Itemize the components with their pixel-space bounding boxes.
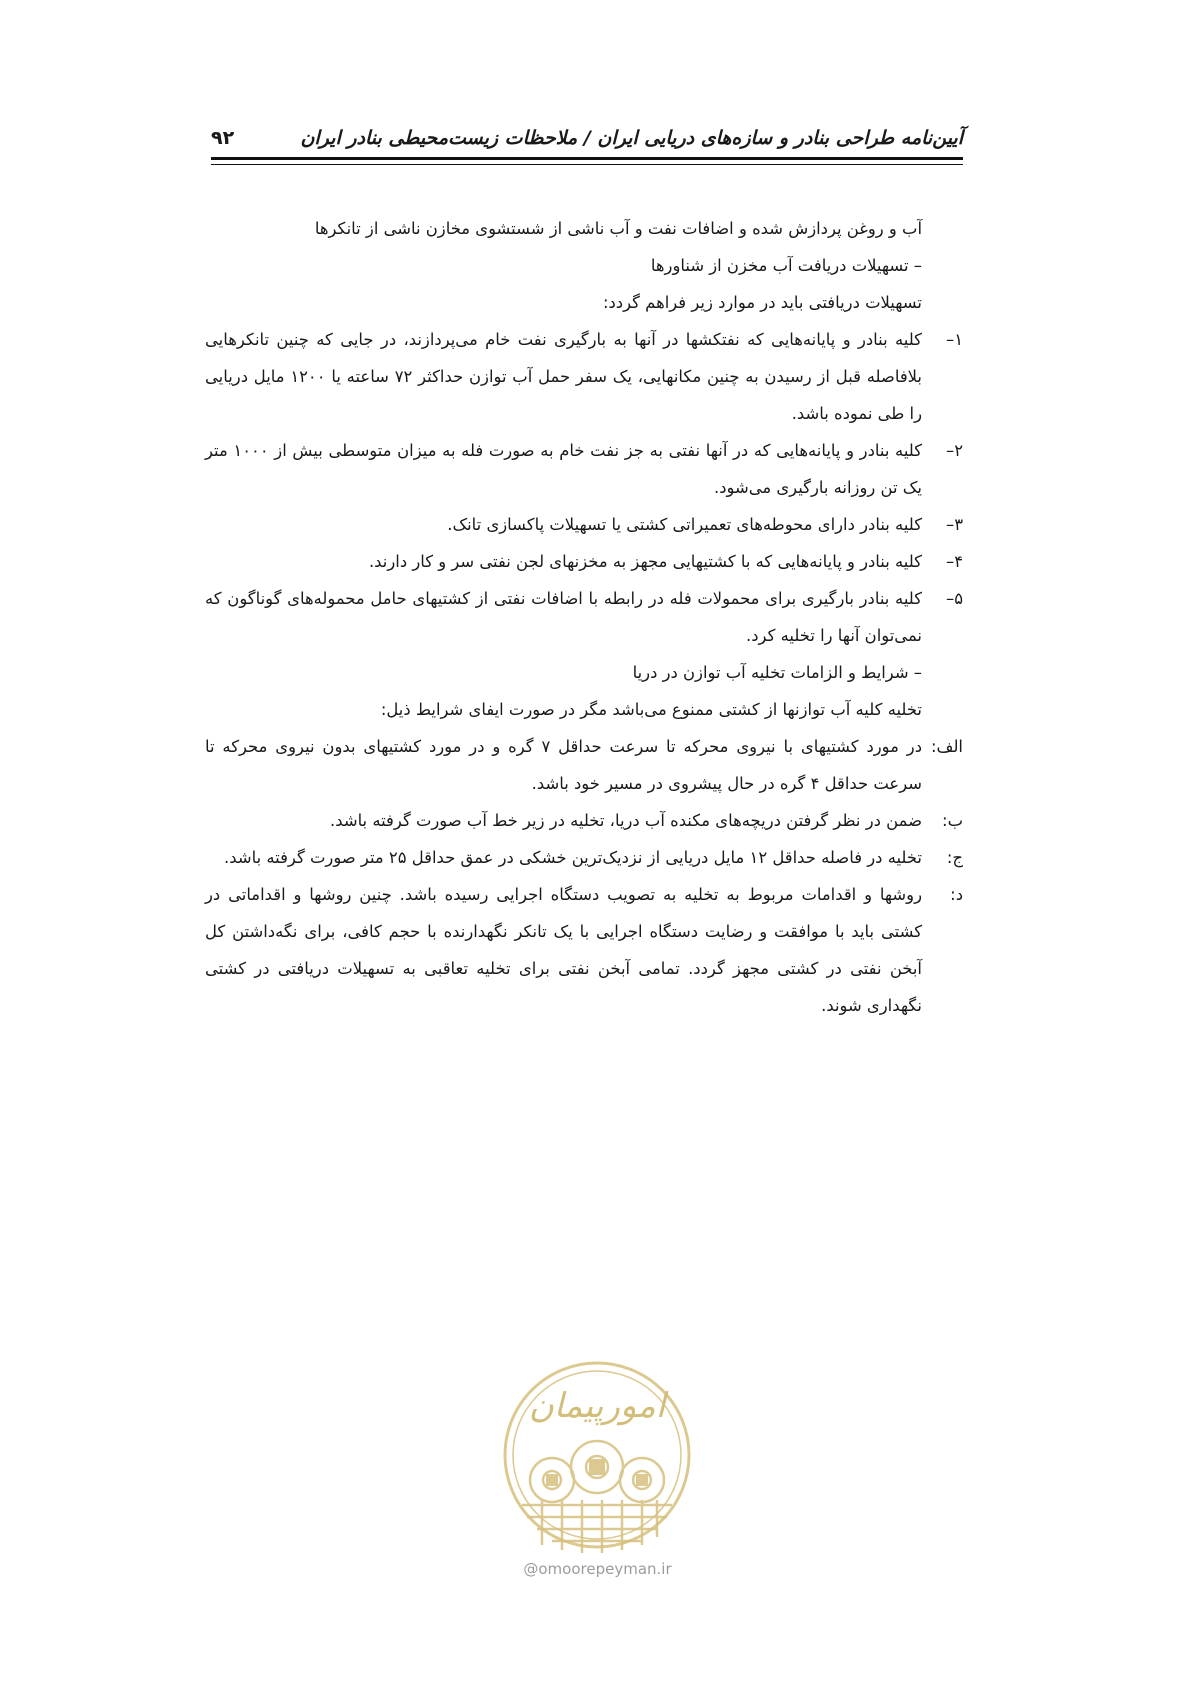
- lettered-item: [205, 728, 963, 802]
- document-body: [205, 210, 963, 1024]
- item-text: کلیه بنادر دارای محوطه‌های تعمیراتی کشتی یا تسهیلات پاکسازی تانک.: [447, 515, 922, 534]
- numbered-item: [205, 580, 963, 654]
- item-marker: د:: [950, 885, 963, 904]
- facilities-intro: تسهیلات دریافتی باید در موارد زیر فراهم گردد:: [602, 293, 922, 312]
- item-marker: ۱–: [945, 330, 963, 349]
- item-marker: ب:: [942, 811, 963, 830]
- heading-ballast: – شرایط و الزامات تخلیه آب توازن در دریا: [632, 663, 922, 682]
- numbered-item: [205, 321, 963, 432]
- watermark-url-text: omoorepeyman.ir: [538, 1560, 672, 1578]
- item-marker: ۵–: [945, 589, 963, 608]
- watermark-url: [500, 1560, 695, 1578]
- item-marker: ۴–: [945, 552, 963, 571]
- item-text: کلیه بنادر و پایانه‌هایی که با کشتیهایی مجهز به مخزنهای لجن نفتی سر و کار دارند.: [368, 552, 922, 571]
- lettered-item: [205, 802, 963, 839]
- item-marker: ۲–: [945, 441, 963, 460]
- running-title: آیین‌نامه طراحی بنادر و سازه‌های دریایی ایران / ملاحظات زیست‌محیطی بنادر ایران: [300, 127, 963, 149]
- item-text: ضمن در نظر گرفتن دریچه‌های مکنده آب دریا، تخلیه در زیر خط آب صورت گرفته باشد.: [330, 811, 922, 830]
- item-text: تخلیه در فاصله حداقل ۱۲ مایل دریایی از نزدیک‌ترین خشکی در عمق حداقل ۲۵ متر صورت گرفته باشد.: [224, 848, 922, 867]
- item-text: در مورد کشتیهای با نیروی محرکه تا سرعت حداقل ۷ گره و در مورد کشتیهای بدون نیروی محرکه تا سرعت حداقل ۴ گره در حال پیشروی در مسیر خود باشد.: [205, 737, 922, 793]
- numbered-item: [205, 543, 963, 580]
- item-text: روشها و اقدامات مربوط به تخلیه به تصویب دستگاه اجرایی رسیده باشد. چنین روشها و اقداماتی در کشتی باید با موافقت و رضایت دستگاه اجرایی با یک تانکر نگهدارنده با حجم کافی، برای نگه‌داشتن کل آبخن نفتی در کشتی مجهز گردد. تمامی آبخن نفتی برای تخلیه تعاقبی به تسهیلات دریافتی در کشتی نگهداری شوند.: [205, 885, 922, 1015]
- heading-facilities: – تسهیلات دریافت آب مخزن از شناورها: [650, 256, 922, 275]
- lettered-item: [205, 876, 963, 1024]
- intro-line: آب و روغن پردازش شده و اضافات نفت و آب ناشی از شستشوی مخازن ناشی از تانکرها: [314, 219, 922, 238]
- item-marker: ج:: [946, 848, 963, 867]
- page-header: [211, 127, 963, 167]
- watermark-logo-icon: [492, 1355, 702, 1565]
- at-icon: @: [523, 1560, 539, 1578]
- item-text: کلیه بنادر بارگیری برای محمولات فله در رابطه با اضافات نفتی از کشتیهای حامل محموله‌های گوناگون که نمی‌توان آنها را تخلیه کرد.: [205, 589, 922, 645]
- item-text: کلیه بنادر و پایانه‌هایی که نفتکشها در آنها به بارگیری نفت خام می‌پردازند، در جایی که چنین تانکرهایی بلافاصله قبل از رسیدن به چنین مکانهایی، یک سفر حمل آب توازن حداکثر ۷۲ ساعته یا ۱۲۰۰ مایل دریایی را طی نموده باشد.: [205, 330, 922, 423]
- item-marker: الف:: [930, 737, 963, 756]
- numbered-item: [205, 506, 963, 543]
- header-rule-thick: [211, 157, 963, 160]
- ballast-intro: تخلیه کلیه آب توازنها از کشتی ممنوع می‌باشد مگر در صورت ایفای شرایط ذیل:: [380, 700, 922, 719]
- header-rule-thin: [211, 164, 963, 165]
- item-text: کلیه بنادر و پایانه‌هایی که در آنها نفتی به جز نفت خام به صورت فله به میزان متوسطی بیش از ۱۰۰۰ متر یک تن روزانه بارگیری می‌شود.: [205, 441, 922, 497]
- item-marker: ۳–: [945, 515, 963, 534]
- numbered-item: [205, 432, 963, 506]
- page-number: ۹۲: [211, 127, 235, 149]
- lettered-item: [205, 839, 963, 876]
- logo-lettering: امورپیمان: [528, 1386, 666, 1426]
